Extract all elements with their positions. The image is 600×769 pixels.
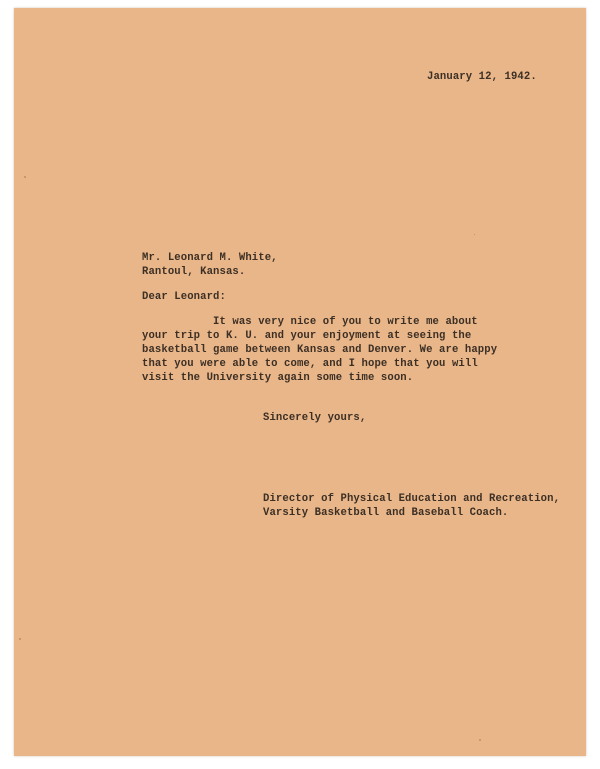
paper-speck — [19, 638, 21, 640]
signature-title-line: Varsity Basketball and Baseball Coach. — [263, 507, 509, 519]
closing: Sincerely yours, — [263, 412, 367, 424]
body-line: that you were able to come, and I hope that you will — [142, 358, 478, 370]
signature-title-line: Director of Physical Education and Recreation, — [263, 493, 561, 505]
body-line: your trip to K. U. and your enjoyment at seeing the — [142, 330, 472, 342]
recipient-name: Mr. Leonard M. White, — [142, 252, 278, 264]
body-line: visit the University again some time soon. — [142, 372, 414, 384]
body-line: basketball game between Kansas and Denver. We are happy — [142, 344, 498, 356]
salutation: Dear Leonard: — [142, 291, 226, 303]
paper-speck — [474, 234, 475, 235]
letter-page — [14, 8, 586, 756]
body-line: It was very nice of you to write me about — [213, 316, 478, 328]
recipient-city: Rantoul, Kansas. — [142, 266, 246, 278]
paper-speck — [479, 739, 481, 741]
paper-speck — [24, 176, 26, 178]
letter-date: January 12, 1942. — [427, 71, 537, 83]
